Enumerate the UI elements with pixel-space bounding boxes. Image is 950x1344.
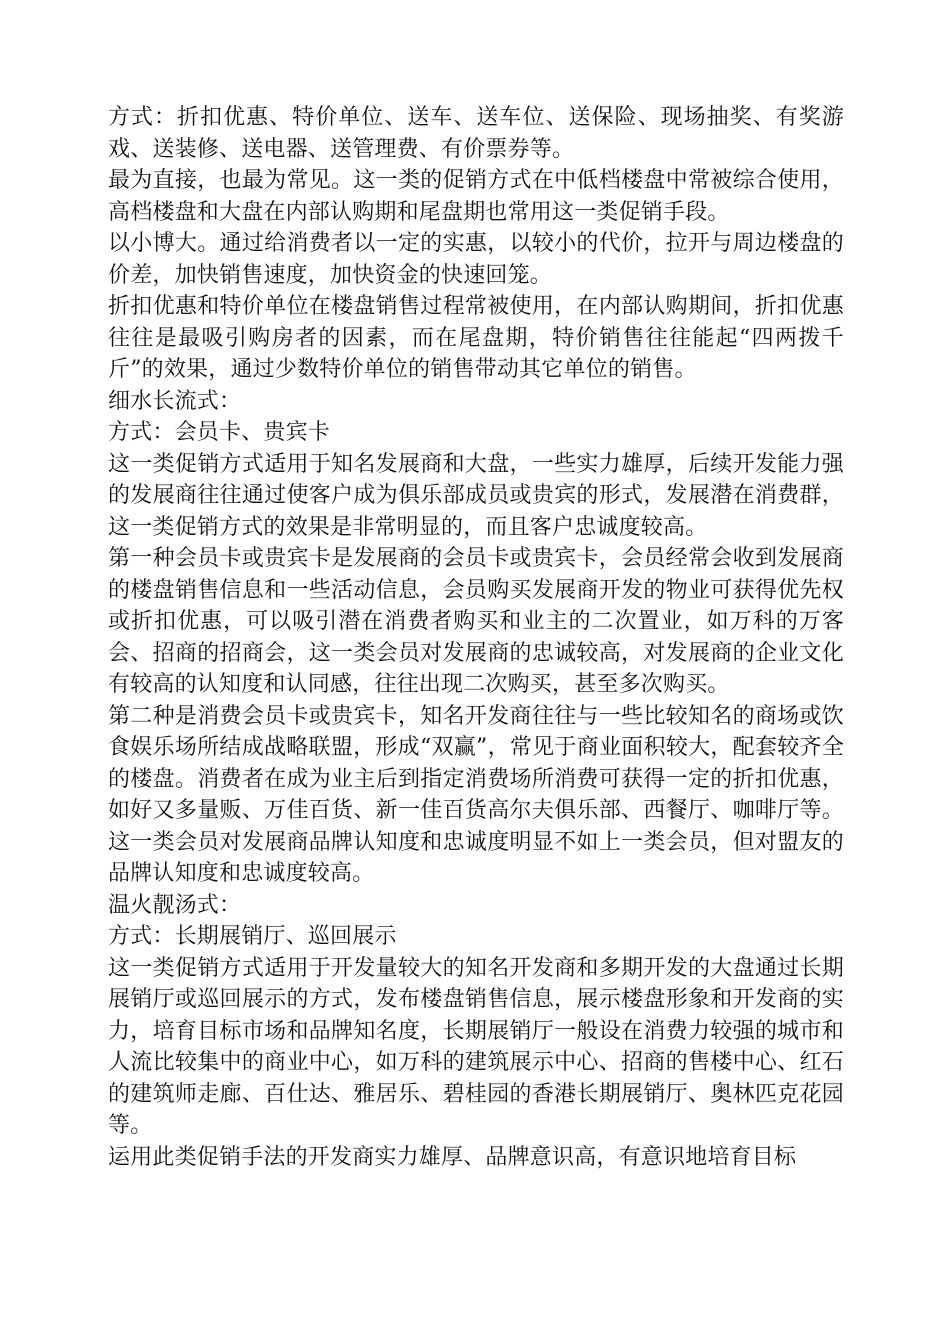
paragraph-second-membership: 第二种是消费会员卡或贵宾卡，知名开发商往往与一些比较知名的商场或饮食娱乐场所结成战略联盟，形成“双赢”，常见于商业面积较大，配套较齐全的楼盘。消费者在成为业主后到指定消费场所消费可获得一定的折扣优惠，如好又多量贩、万佳百货、新一佳百货高尔夫俱乐部、西餐厅、咖啡厅等。这一类会员对发展商品牌认知度和忠诚度明显不如上一类会员，但对盟友的品牌认知度和忠诚度较高。 bbox=[108, 703, 844, 886]
heading-slow-fire: 温火靓汤式： bbox=[108, 892, 242, 918]
paragraph-developer-strength: 运用此类促销手法的开发商实力雄厚、品牌意识高，有意识地培育目标 bbox=[108, 1144, 797, 1170]
paragraph-discount-special: 折扣优惠和特价单位在楼盘销售过程常被使用，在内部认购期间，折扣优惠往往是最吸引购房者的因素，而在尾盘期，特价销售往往能起“四两拨千斤”的效果，通过少数特价单位的销售带动其它单位的销售。 bbox=[108, 294, 844, 382]
paragraph-exhibition-methods: 方式：长期展销厅、巡回展示 bbox=[108, 924, 397, 949]
document-body bbox=[108, 102, 844, 1173]
paragraph-exhibition-suitability: 这一类促销方式适用于开发量较大的知名开发商和多期开发的大盘通过长期展销厅或巡回展示的方式，发布楼盘销售信息，展示楼盘形象和开发商的实力，培育目标市场和品牌知名度，长期展销厅一般设在消费力较强的城市和人流比较集中的商业中心，如万科的建筑展示中心、招商的售楼中心、红石的建筑师走廊、百仕达、雅居乐、碧桂园的香港长期展销厅、奥林匹克花园等。 bbox=[108, 955, 844, 1138]
paragraph-membership-suitability: 这一类促销方式适用于知名发展商和大盘，一些实力雄厚，后续开发能力强的发展商往往通过使客户成为俱乐部成员或贵宾的形式，发展潜在消费群，这一类促销方式的效果是非常明显的，而且客户忠诚度较高。 bbox=[108, 451, 844, 540]
paragraph-first-membership: 第一种会员卡或贵宾卡是发展商的会员卡或贵宾卡，会员经常会收到发展商的楼盘销售信息和一些活动信息，会员购买发展商开发的物业可获得优先权或折扣优惠，可以吸引潜在消费者购买和业主的二次置业，如万科的万客会、招商的招商会，这一类会员对发展商的忠诚较高，对发展商的企业文化有较高的认知度和认同感，往往出现二次购买，甚至多次购买。 bbox=[108, 546, 844, 697]
paragraph-membership-methods: 方式：会员卡、贵宾卡 bbox=[108, 420, 331, 445]
paragraph-most-direct: 最为直接，也最为常见。这一类的促销方式在中低档楼盘中常被综合使用，高档楼盘和大盘在内部认购期和尾盘期也常用这一类促销手段。 bbox=[108, 168, 844, 225]
paragraph-small-for-big: 以小博大。通过给消费者以一定的实惠，以较小的代价，拉开与周边楼盘的价差，加快销售速度，加快资金的快速回笼。 bbox=[108, 231, 844, 288]
heading-steady-flow: 细水长流式： bbox=[108, 388, 242, 414]
paragraph-promo-methods: 方式：折扣优惠、特价单位、送车、送车位、送保险、现场抽奖、有奖游戏、送装修、送电器、送管理费、有价票券等。 bbox=[108, 105, 844, 162]
